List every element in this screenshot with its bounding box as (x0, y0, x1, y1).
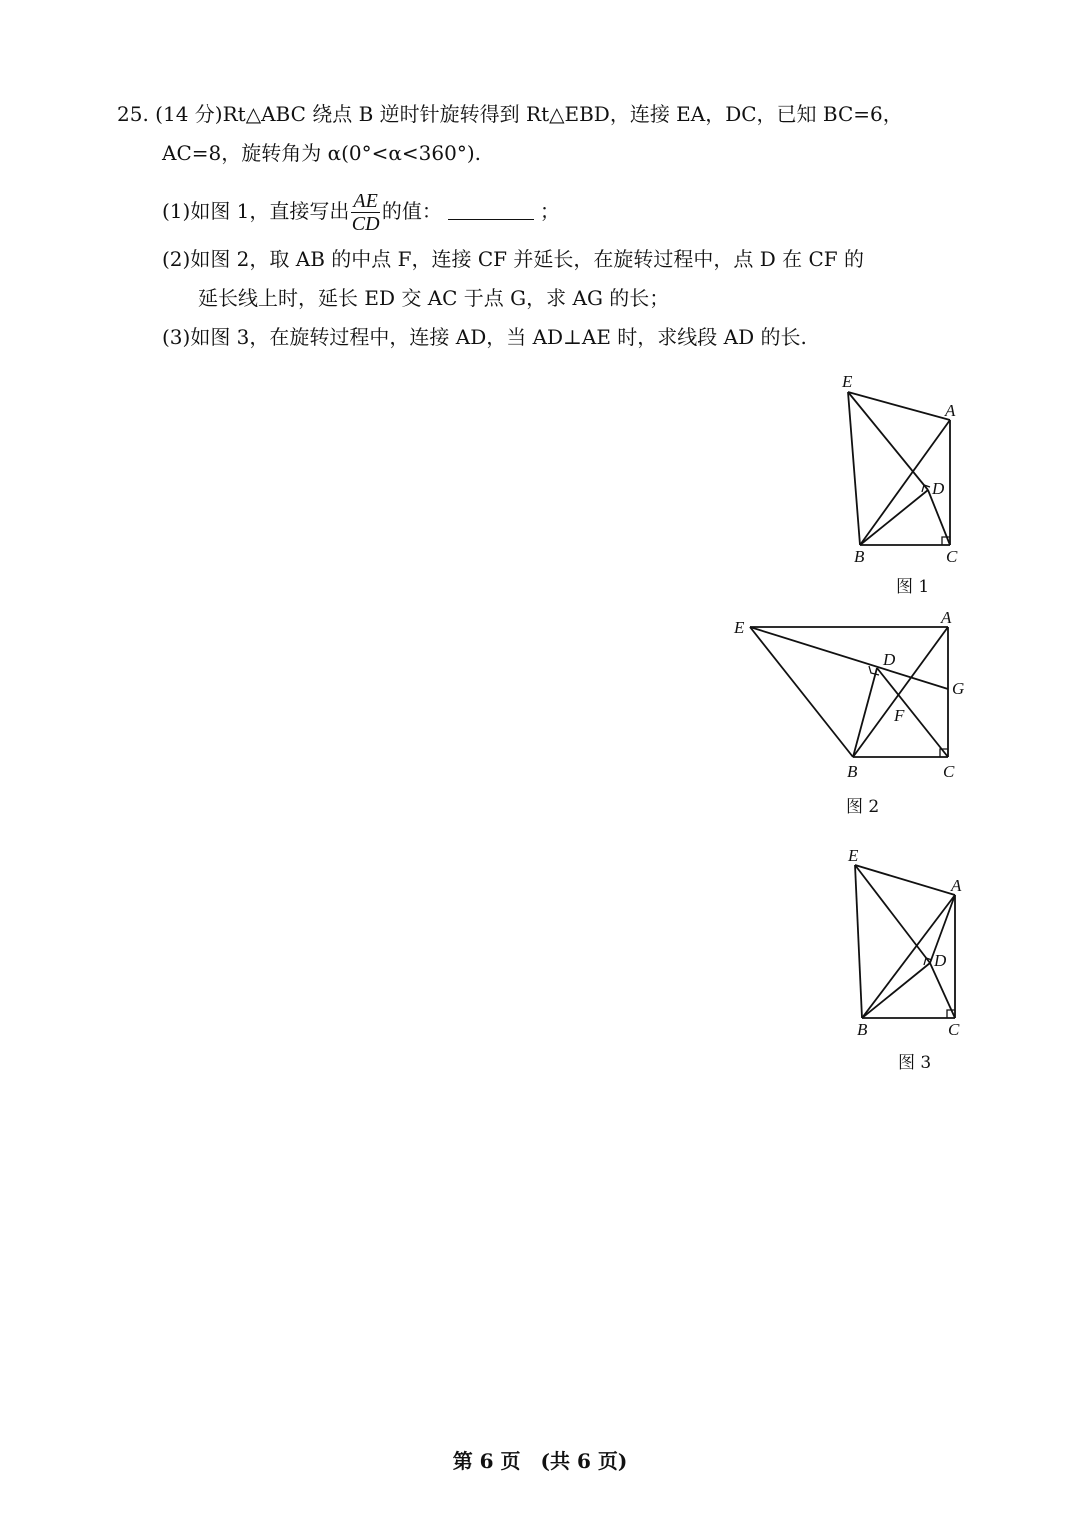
fraction-denominator: CD (351, 213, 380, 235)
fig2-label-B: B (847, 762, 858, 781)
answer-blank[interactable] (448, 201, 534, 220)
question-score: (14 分) (155, 102, 223, 126)
figure-3-caption: 图 3 (898, 1053, 932, 1073)
part-1-suffix: 的值： (381, 199, 442, 223)
part-1-prefix: (1)如图 1，直接写出 (162, 199, 350, 223)
fig3-label-A: A (951, 876, 962, 895)
fig1-label-B: B (854, 547, 865, 566)
fig1-label-D: D (932, 479, 945, 498)
fig2-label-E: E (734, 618, 745, 637)
figure-2-diagram (725, 605, 980, 790)
question-line-1 (117, 100, 903, 128)
fig2-label-A: A (941, 608, 952, 627)
part-3: (3)如图 3，在旋转过程中，连接 AD，当 AD⊥AE 时，求线段 AD 的长. (162, 325, 807, 349)
figure-1-caption: 图 1 (896, 577, 930, 597)
fig3-label-D: D (934, 951, 947, 970)
part-1-end: ； (539, 199, 560, 223)
fig2-label-F: F (894, 706, 905, 725)
fraction-numerator: AE (353, 190, 378, 212)
question-line-2: AC=8，旋转角为 α(0°<α<360°). (162, 141, 481, 165)
page-footer: 第 6 页 (共 6 页) (452, 1449, 628, 1473)
ae-over-cd-fraction (351, 190, 379, 235)
fig1-label-E: E (842, 372, 853, 391)
figure-1-diagram (820, 370, 980, 570)
fig3-label-E: E (848, 846, 859, 865)
fig1-label-A: A (945, 401, 956, 420)
fig2-label-D: D (883, 650, 896, 669)
fig2-label-G: G (952, 679, 965, 698)
fig3-label-B: B (857, 1020, 868, 1039)
question-intro-1: Rt△ABC 绕点 B 逆时针旋转得到 Rt△EBD，连接 EA，DC，已知 BC=6， (222, 102, 903, 126)
part-2-line-1: (2)如图 2，取 AB 的中点 F，连接 CF 并延长，在旋转过程中，点 D 在 CF 的 (162, 247, 865, 271)
part-2-line-2: 延长线上时，延长 ED 交 AC 于点 G，求 AG 的长； (198, 286, 670, 310)
figure-3-diagram (830, 840, 980, 1045)
fig3-label-C: C (948, 1020, 960, 1039)
question-number: 25. (117, 102, 149, 126)
fig2-label-C: C (943, 762, 955, 781)
fig1-label-C: C (946, 547, 958, 566)
part-1 (162, 190, 560, 235)
figure-2-caption: 图 2 (846, 797, 880, 817)
